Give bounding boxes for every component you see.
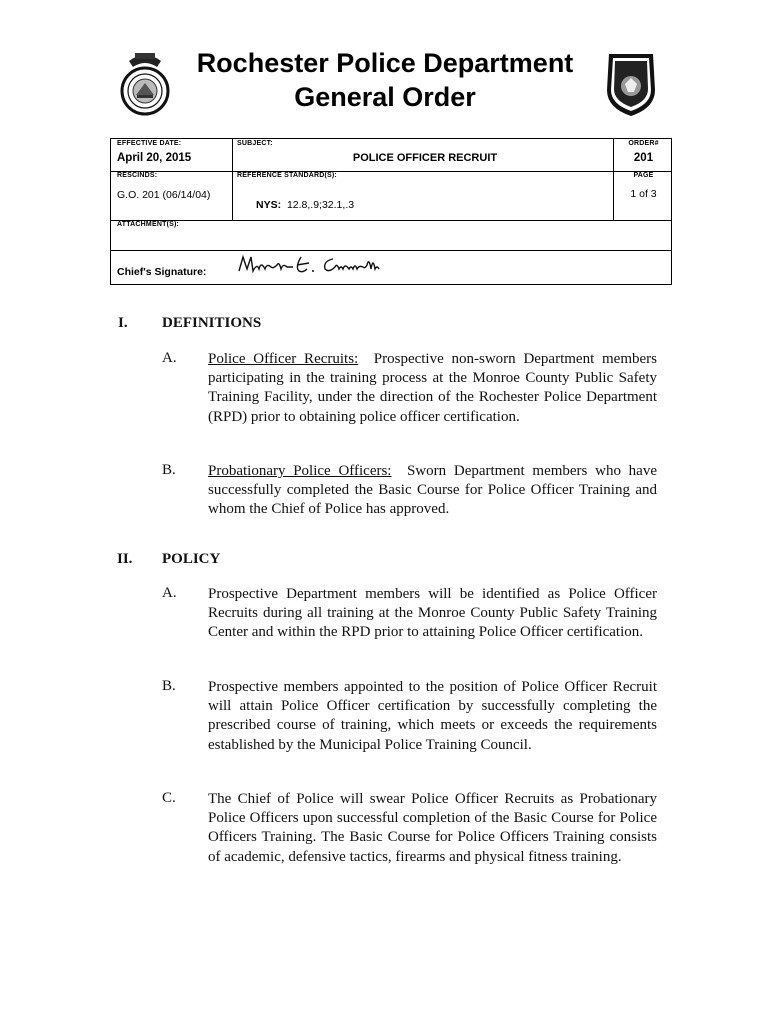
title-line-2: General Order (294, 82, 476, 112)
section-number: I. (118, 315, 128, 331)
definition-probationary-officers (208, 462, 657, 520)
rescinds-value: G.O. 201 (06/14/04) (117, 189, 211, 201)
document-title (180, 46, 590, 114)
table-divider (613, 139, 614, 220)
title-line-1: Rochester Police Department (196, 48, 574, 78)
order-label: ORDER# (628, 140, 659, 147)
subject-value: POLICE OFFICER RECRUIT (352, 152, 498, 164)
item-letter: A. (162, 585, 177, 601)
definition-term: Probationary Police Officers: (208, 463, 392, 479)
chief-signature (237, 253, 395, 277)
policy-paragraph: Prospective Department members will be identified as Police Officer Recruits during all training at the Monroe County Public Safety Training Center and within the RPD prior to attaining Police Officer certification. (208, 586, 657, 641)
definition-police-officer-recruits (208, 350, 657, 427)
effective-date-value: April 20, 2015 (117, 152, 192, 164)
item-letter: B. (162, 462, 176, 478)
city-seal-icon (119, 47, 171, 117)
signature-label: Chief's Signature: (117, 266, 207, 278)
definition-term: Police Officer Recruits: (208, 351, 359, 367)
police-badge-icon (603, 50, 659, 118)
table-divider (111, 220, 671, 221)
reference-standards-value (256, 199, 354, 211)
item-letter: C. (162, 790, 176, 806)
reference-value: 12.8,.9;32.1,.3 (286, 199, 355, 211)
subject-label: SUBJECT: (237, 140, 273, 147)
definition-text: Prospective non-sworn Department members participating in the training process at the Monroe County Public Safety Training Facility, under the direction of the Rochester Police Department (RPD) prior to obtaining police officer certification. (208, 351, 657, 425)
rescinds-label: RESCINDS: (117, 172, 158, 179)
effective-date-label: EFFECTIVE DATE: (117, 140, 182, 147)
item-letter: A. (162, 350, 177, 366)
table-divider (111, 171, 671, 172)
reference-prefix: NYS: (256, 199, 282, 211)
page-value: 1 of 3 (630, 188, 657, 200)
section-title-policy: POLICY (162, 551, 221, 567)
page-label: PAGE (633, 172, 654, 179)
section-number: II. (117, 551, 133, 567)
policy-paragraph: The Chief of Police will swear Police Officer Recruits as Probationary Police Officers upon successful completion of the Basic Course for Police Officers Training. The Basic Course for Police Officers Training consists of academic, defensive tactics, firearms and physical fitness training. (208, 791, 657, 865)
reference-standards-label: REFERENCE STANDARD(S): (237, 172, 337, 179)
item-letter: B. (162, 678, 176, 694)
policy-paragraph: Prospective members appointed to the position of Police Officer Recruit will attain Police Officer certification by successfully completing the prescribed course of training, which meets or exceeds the requirements established by the Municipal Police Training Council. (208, 679, 657, 753)
order-value: 201 (633, 152, 654, 164)
table-divider (232, 139, 233, 220)
attachments-label: ATTACHMENT(S): (117, 221, 180, 228)
section-title-definitions: DEFINITIONS (162, 315, 262, 331)
order-info-table (110, 138, 672, 285)
definition-text: Sworn Department members who have successfully completed the Basic Course for Police Officer Training and whom the Chief of Police has approved. (208, 463, 657, 518)
table-divider (111, 250, 671, 251)
